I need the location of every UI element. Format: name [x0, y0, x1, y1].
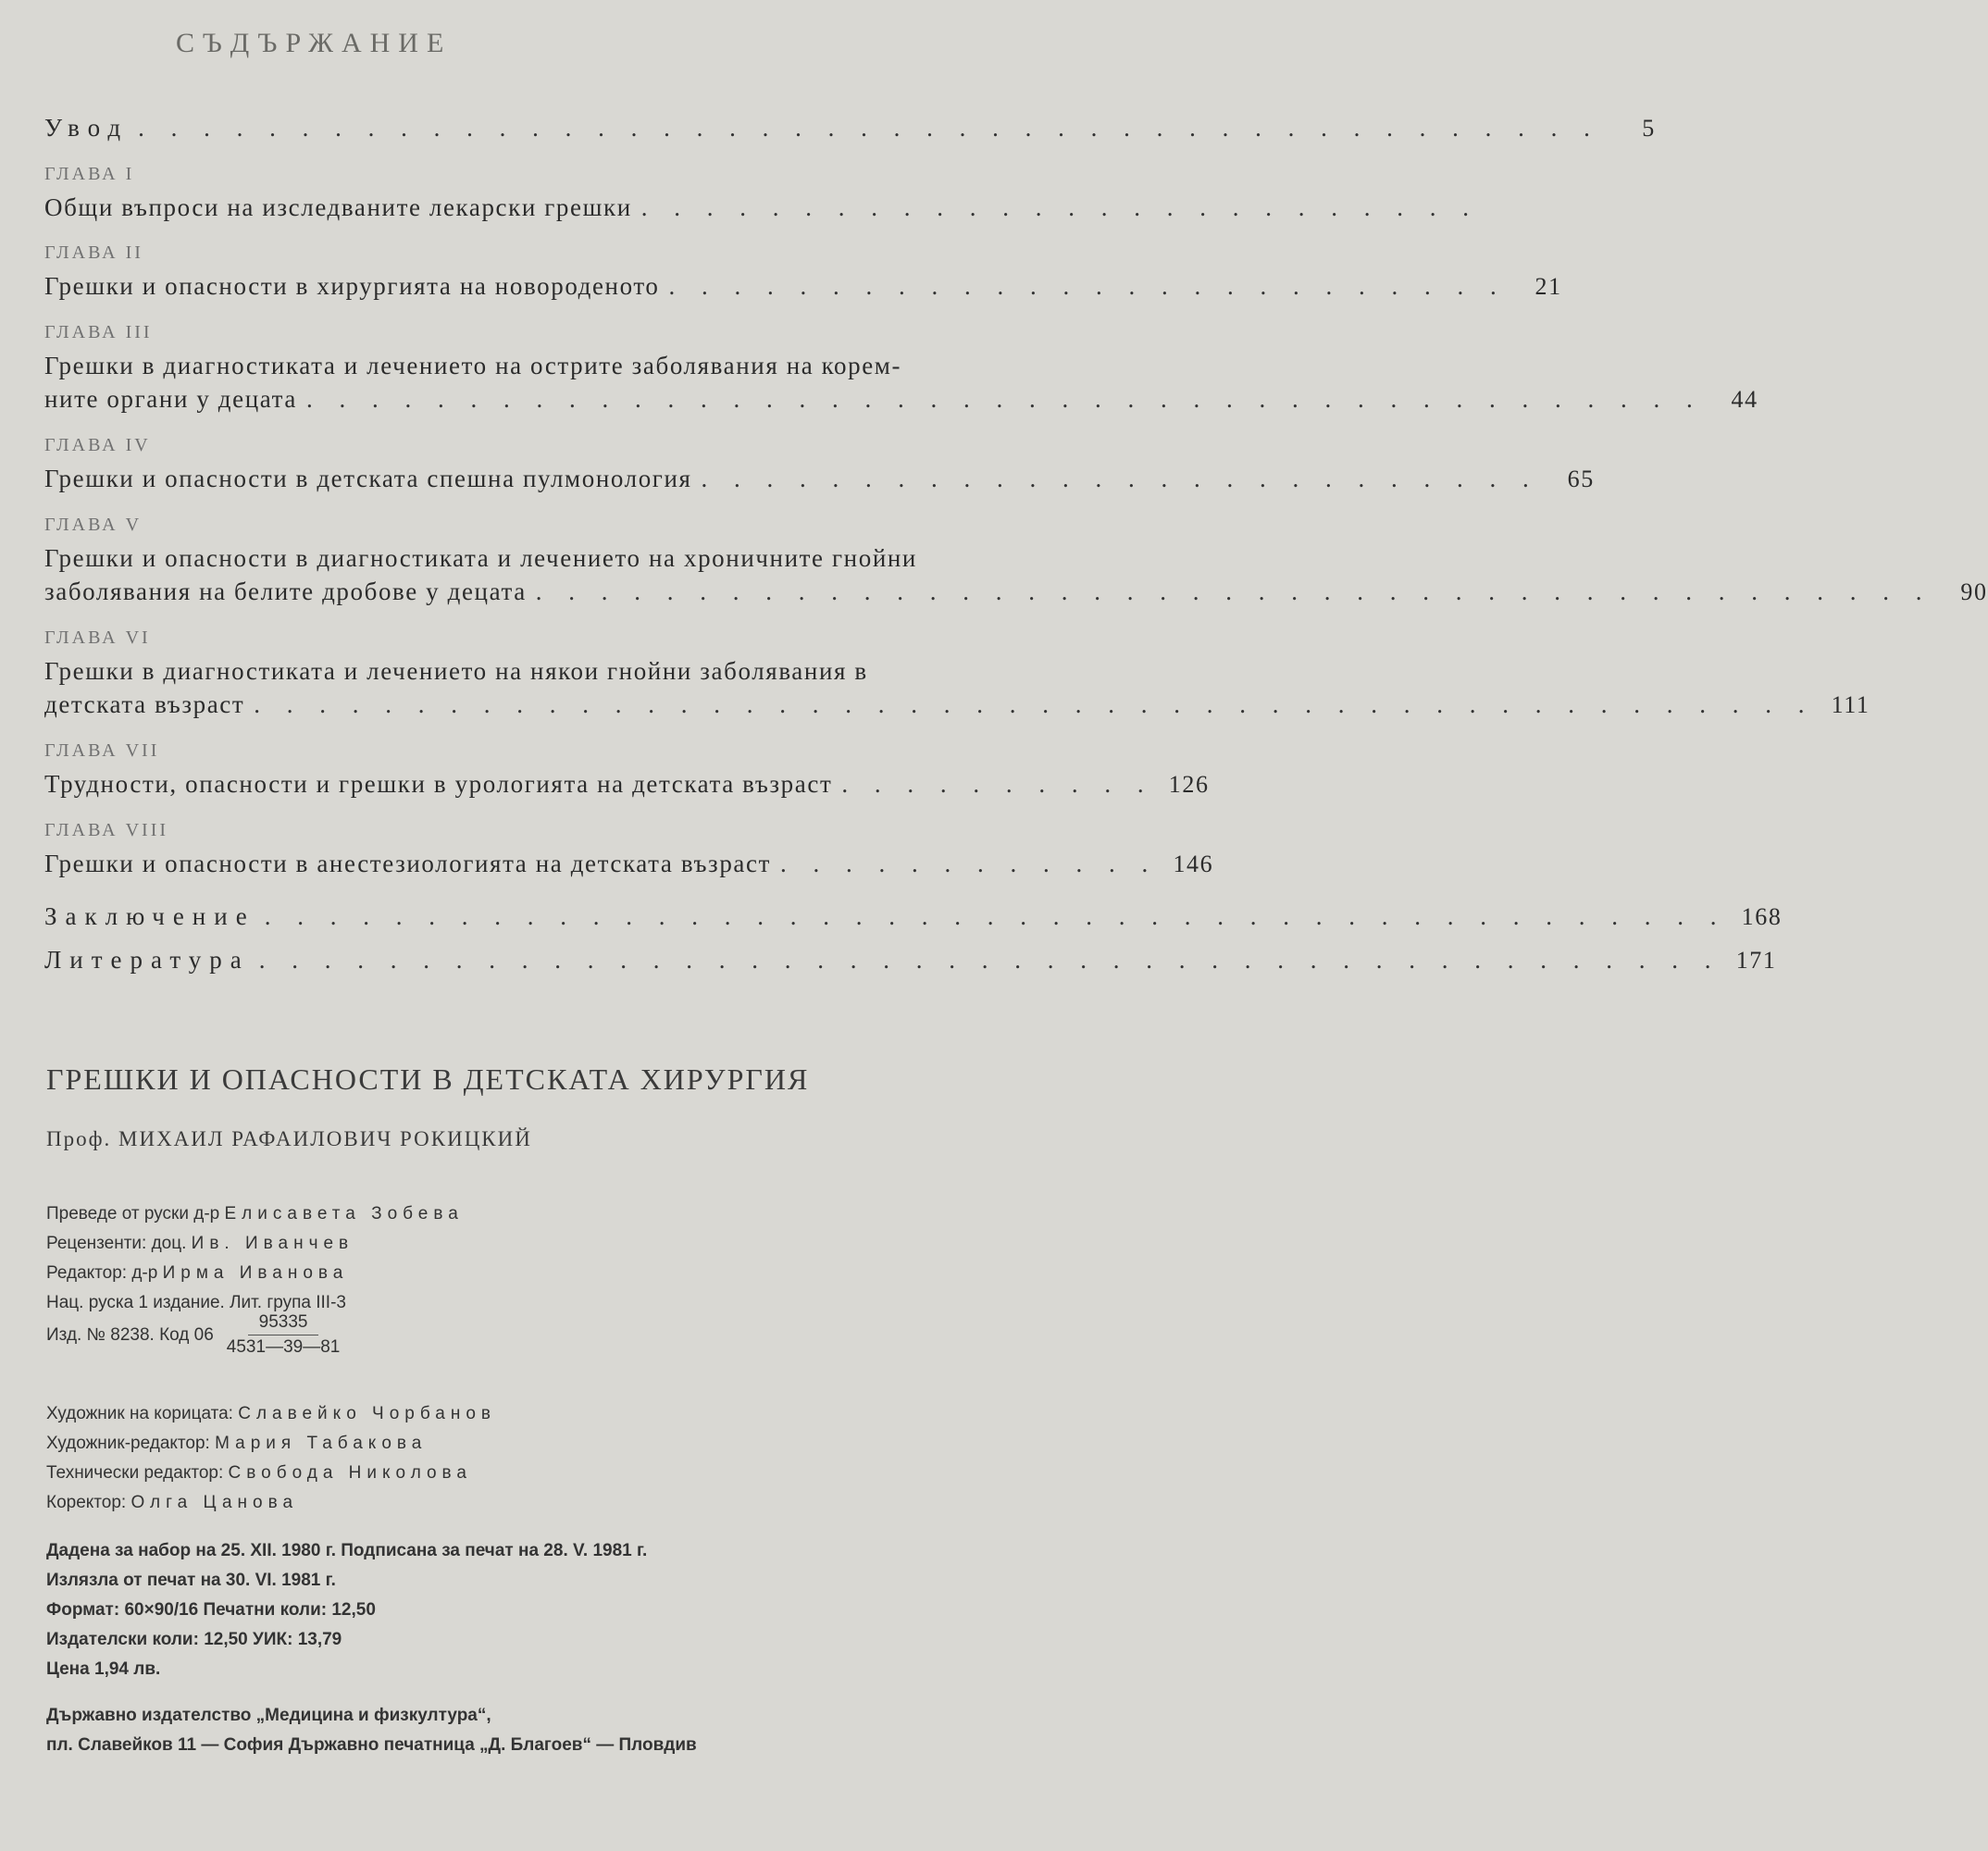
page-number: 65: [1567, 466, 1595, 492]
toc-title: СЪДЪРЖАНИЕ: [176, 28, 453, 58]
chapter-title: Трудности, опасности и грешки в урологията на детската възраст: [44, 770, 833, 798]
chapter-title-cont: заболявания на белите дробове у децата: [44, 578, 527, 605]
page-number: 21: [1534, 273, 1562, 300]
page-number: 111: [1831, 691, 1870, 718]
page-number: 44: [1731, 386, 1758, 413]
chapter-label: ГЛАВА VII: [44, 740, 160, 761]
credits-block: [46, 1199, 464, 1318]
toc-entry-chapter-5: ГЛАВА V Грешки и опасности в диагностиката и лечението на хроничните гнойни заболявания на белите дробове у децата . . . . . . . . . . . . . . . . . . . . . . . . . . . . . . . . . . . . . . . . . . . 90: [44, 515, 1164, 609]
toc-entry-chapter-8: ГЛАВА VIII Грешки и опасности в анестезиологията на детската възраст . . . . . . . . . . . . 146: [44, 820, 1164, 881]
pub-sheets-line: Издателски коли: 12,50 УИК: 13,79: [46, 1630, 342, 1649]
code-fraction: [227, 1312, 341, 1358]
reviewers-line: Рецензенти: доц. Ив. Иванчев: [46, 1234, 354, 1253]
chapter-title: Грешки в диагностиката и лечението на някои гнойни заболявания в: [44, 657, 868, 685]
entry-title: Увод: [44, 114, 130, 142]
proofreader-line: Коректор: Олга Цанова: [46, 1493, 299, 1512]
chapter-title-cont: ните органи у децата: [44, 385, 297, 413]
author: Проф. МИХАИЛ РАФАИЛОВИЧ РОКИЦКИЙ: [46, 1127, 532, 1150]
page-number: 171: [1735, 947, 1777, 974]
publisher-block: [46, 1701, 697, 1760]
entry-title: Заключение: [44, 902, 255, 930]
book-title: ГРЕШКИ И ОПАСНОСТИ В ДЕТСКАТА ХИРУРГИЯ: [46, 1062, 810, 1096]
chapter-title: Грешки и опасности в диагностиката и лечението на хроничните гнойни: [44, 544, 917, 572]
chapter-label: ГЛАВА V: [44, 515, 143, 535]
toc-entry-chapter-3: ГЛАВА III Грешки в диагностиката и лечението на острите заболявания на корем- ните органи у децата . . . . . . . . . . . . . . . . . . . . . . . . . . . . . . . . . . . . . . . . . . . 44: [44, 322, 1164, 416]
print-details: [46, 1536, 647, 1684]
page-number: 168: [1741, 903, 1783, 930]
chapter-label: ГЛАВА I: [44, 164, 135, 184]
toc-entry-intro: Увод . . . . . . . . . . . . . . . . . . . . . . . . . . . . . . . . . . . . . . . . . . . . . 5: [44, 111, 1164, 145]
chapter-label: ГЛАВА VI: [44, 627, 151, 648]
publication-code: [46, 1312, 340, 1358]
tech-editor-line: Технически редактор: Свобода Николова: [46, 1463, 473, 1483]
chapter-label: ГЛАВА VIII: [44, 820, 169, 840]
code-numerator: 95335: [248, 1312, 319, 1335]
page-number: 146: [1173, 851, 1214, 877]
publisher-line: Държавно издателство „Медицина и физкултура“,: [46, 1706, 491, 1725]
toc-entry-conclusion: Заключение . . . . . . . . . . . . . . . . . . . . . . . . . . . . . . . . . . . . . . . . . . . . . 168: [44, 900, 1164, 934]
chapter-title: Грешки и опасности в анестезиологията на детската възраст: [44, 850, 771, 877]
chapter-label: ГЛАВА IV: [44, 435, 151, 455]
code-denominator: 4531—39—81: [226, 1337, 341, 1357]
table-of-contents: [44, 111, 1988, 996]
chapter-title: Общи въпроси на изследваните лекарски грешки: [44, 193, 632, 221]
toc-entry-chapter-1: ГЛАВА I Общи въпроси на изследваните лекарски грешки . . . . . . . . . . . . . . . . . . . . . . . . . .: [44, 164, 1164, 224]
toc-entry-chapter-4: ГЛАВА IV Грешки и опасности в детската спешна пулмонология . . . . . . . . . . . . . . . . . . . . . . . . . . 65: [44, 435, 1164, 496]
chapter-label: ГЛАВА III: [44, 322, 153, 342]
typeset-line: Дадена за набор на 25. XII. 1980 г. Подписана за печат на 28. V. 1981 г.: [46, 1541, 648, 1560]
toc-entry-chapter-7: ГЛАВА VII Трудности, опасности и грешки в урологията на детската възраст . . . . . . . . . . 126: [44, 740, 1164, 801]
page-number: 126: [1168, 771, 1210, 798]
izd-label: Изд. № 8238. Код 06: [46, 1324, 214, 1345]
edition-line: Нац. руска 1 издание. Лит. група III-3: [46, 1293, 346, 1312]
page-number: 90: [1960, 578, 1988, 605]
entry-title: Литература: [44, 946, 250, 974]
toc-entry-chapter-6: ГЛАВА VI Грешки в диагностиката и лечението на някои гнойни заболявания в детската възраст . . . . . . . . . . . . . . . . . . . . . . . . . . . . . . . . . . . . . . . . . . . . . . . . 111: [44, 627, 1164, 722]
translator-line: Преведе от руски д-р Елисавета Зобева: [46, 1204, 464, 1224]
page-number: 5: [1642, 115, 1656, 142]
art-editor-line: Художник-редактор: Мария Табакова: [46, 1434, 428, 1453]
chapter-title: Грешки в диагностиката и лечението на острите заболявания на корем-: [44, 352, 902, 379]
printed-line: Излязла от печат на 30. VI. 1981 г.: [46, 1571, 336, 1590]
artists-block: [46, 1399, 496, 1518]
toc-entry-literature: Литература . . . . . . . . . . . . . . . . . . . . . . . . . . . . . . . . . . . . . . . . . . . . . 171: [44, 943, 1164, 977]
price-line: Цена 1,94 лв.: [46, 1659, 161, 1679]
chapter-title-cont: детската възраст: [44, 690, 245, 718]
chapter-title: Грешки и опасности в детската спешна пулмонология: [44, 465, 692, 492]
chapter-label: ГЛАВА II: [44, 242, 143, 263]
address-line: пл. Славейков 11 — София Държавно печатница „Д. Благоев“ — Пловдив: [46, 1735, 697, 1755]
format-line: Формат: 60×90/16 Печатни коли: 12,50: [46, 1600, 376, 1620]
editor-line: Редактор: д-р Ирма Иванова: [46, 1263, 349, 1283]
toc-entry-chapter-2: ГЛАВА II Грешки и опасности в хирургията на новороденото . . . . . . . . . . . . . . . . . . . . . . . . . . 21: [44, 242, 1164, 304]
chapter-title: Грешки и опасности в хирургията на новороденото: [44, 272, 660, 300]
cover-artist-line: Художник на корицата: Славейко Чорбанов: [46, 1404, 497, 1423]
